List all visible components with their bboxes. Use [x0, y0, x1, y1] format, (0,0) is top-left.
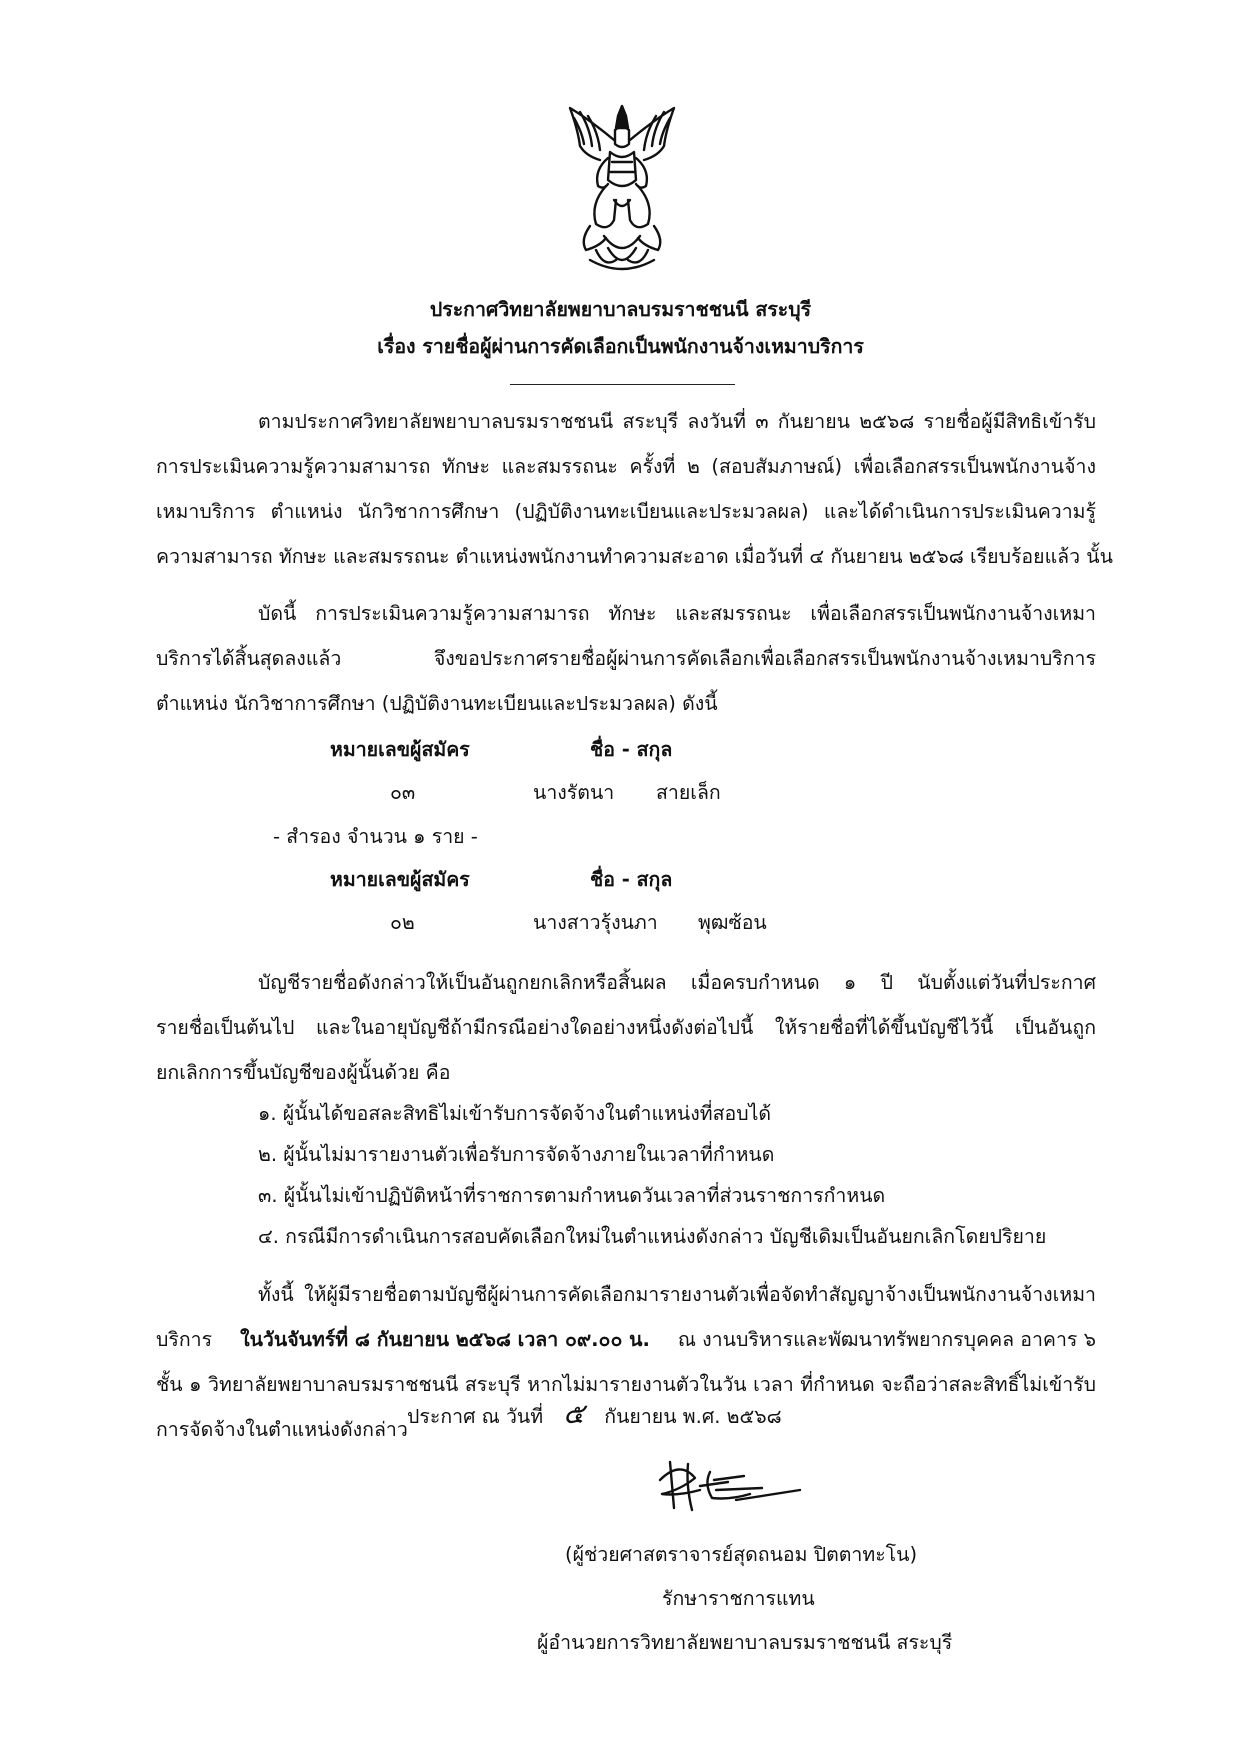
- paragraph4-text: บริการ: [156, 1328, 213, 1351]
- main-list-header-name: ชื่อ - สกุล: [590, 738, 673, 761]
- garuda-emblem-icon: [560, 100, 685, 275]
- date-suffix: กันยายน พ.ศ. ๒๕๖๘: [604, 1405, 782, 1428]
- reserve-list-header-number: หมายเลขผู้สมัคร: [330, 868, 470, 891]
- condition-item: ๑. ผู้นั้นได้ขอสละสิทธิไม่เข้ารับการจัดจ้างในตำแหน่งที่สอบได้: [258, 1102, 772, 1125]
- paragraph1-line: ความสามารถ ทักษะ และสมรรถนะ ตำแหน่งพนักงานทำความสะอาด เมื่อวันที่ ๔ กันยายน ๒๕๖๘ เรียบร้อยแล้ว นั้น: [156, 545, 1113, 568]
- announcement-date: [407, 1397, 782, 1430]
- reserve-list-number: ๐๒: [390, 911, 415, 934]
- condition-item: ๔. กรณีมีการดำเนินการสอบคัดเลือกใหม่ในตำแหน่งดังกล่าว บัญชีเดิมเป็นอันยกเลิกโดยปริยาย: [258, 1225, 1047, 1248]
- paragraph3-line: บัญชีรายชื่อดังกล่าวให้เป็นอันถูกยกเลิกหรือสิ้นผล เมื่อครบกำหนด ๑ ปี นับตั้งแต่วันที่ประกาศ: [258, 971, 1096, 994]
- paragraph1-line: เหมาบริการ ตำแหน่ง นักวิชาการศึกษา (ปฏิบัติงานทะเบียนและประมวลผล) และได้ดำเนินการประเมินความรู้: [156, 500, 1096, 523]
- paragraph4-line: ชั้น ๑ วิทยาลัยพยาบาลบรมราชชนนี สระบุรี หากไม่มารายงานตัวในวัน เวลา ที่กำหนด จะถือว่าสละสิทธิ์ไม่เข้ารับ: [156, 1373, 1096, 1396]
- handwritten-signature-icon: [640, 1450, 840, 1525]
- title-divider: [510, 384, 735, 385]
- date-day: ๕: [563, 1397, 585, 1430]
- paragraph2-line: ตำแหน่ง นักวิชาการศึกษา (ปฏิบัติงานทะเบียนและประมวลผล) ดังนี้: [156, 692, 718, 715]
- reserve-list-last-name: พุฒซ้อน: [698, 911, 767, 934]
- paragraph1-line: ตามประกาศวิทยาลัยพยาบาลบรมราชชนนี สระบุรี ลงวันที่ ๓ กันยายน ๒๕๖๘ รายชื่อผู้มีสิทธิเข้ารับ: [258, 410, 1096, 433]
- reserve-list-first-name: นางสาวรุ้งนภา: [533, 911, 658, 934]
- main-list-last-name: สายเล็ก: [656, 781, 721, 804]
- main-list-header-number: หมายเลขผู้สมัคร: [330, 738, 470, 761]
- paragraph1-line: การประเมินความรู้ความสามารถ ทักษะ และสมรรถนะ ครั้งที่ ๒ (สอบสัมภาษณ์) เพื่อเลือกสรรเป็นพนักงานจ้าง: [156, 455, 1096, 478]
- paragraph4-text: ณ งานบริหารและพัฒนาทรัพยากรบุคคล อาคาร ๖: [677, 1328, 1096, 1351]
- main-list-first-name: นางรัตนา: [533, 781, 615, 804]
- paragraph2-line: บริการได้สิ้นสุดลงแล้ว จึงขอประกาศรายชื่อผู้ผ่านการคัดเลือกเพื่อเลือกสรรเป็นพนักงานจ้างเหมาบริการ: [156, 647, 1096, 670]
- paragraph3-line: รายชื่อเป็นต้นไป และในอายุบัญชีถ้ามีกรณีอย่างใดอย่างหนึ่งดังต่อไปนี้ ให้รายชื่อที่ได้ขึ้นบัญชีไว้นี้ เป็นอันถูก: [156, 1016, 1096, 1039]
- report-date-time: ในวันจันทร์ที่ ๘ กันยายน ๒๕๖๘ เวลา ๐๙.๐๐ น.: [240, 1328, 650, 1351]
- paragraph4-line: ทั้งนี้ ให้ผู้มีรายชื่อตามบัญชีผู้ผ่านการคัดเลือกมารายงานตัวเพื่อจัดทำสัญญาจ้างเป็นพนักงานจ้างเหมา: [258, 1283, 1096, 1306]
- paragraph4-line: การจัดจ้างในตำแหน่งดังกล่าว: [156, 1418, 408, 1441]
- paragraph3-line: ยกเลิกการขึ้นบัญชีของผู้นั้นด้วย คือ: [156, 1061, 451, 1084]
- paragraph2-line: บัดนี้ การประเมินความรู้ความสามารถ ทักษะ และสมรรถนะ เพื่อเลือกสรรเป็นพนักงานจ้างเหมา: [258, 602, 1096, 625]
- main-list-number: ๐๓: [390, 781, 416, 804]
- announcement-title: ประกาศวิทยาลัยพยาบาลบรมราชชนนี สระบุรี: [429, 298, 812, 321]
- signatory-name: (ผู้ช่วยศาสตราจารย์สุดถนอม ปิตตาทะโน): [565, 1543, 918, 1566]
- condition-item: ๒. ผู้นั้นไม่มารายงานตัวเพื่อรับการจัดจ้างภายในเวลาที่กำหนด: [258, 1143, 775, 1166]
- announcement-subject: เรื่อง รายชื่อผู้ผ่านการคัดเลือกเป็นพนักงานจ้างเหมาบริการ: [377, 335, 864, 358]
- date-prefix: ประกาศ ณ วันที่: [407, 1405, 544, 1428]
- signatory-role: รักษาราชการแทน: [662, 1587, 815, 1610]
- reserve-list-label: - สำรอง จำนวน ๑ ราย -: [273, 825, 478, 848]
- paragraph4-line: [156, 1330, 1096, 1350]
- reserve-list-header-name: ชื่อ - สกุล: [590, 868, 673, 891]
- condition-item: ๓. ผู้นั้นไม่เข้าปฏิบัติหน้าที่ราชการตามกำหนดวันเวลาที่ส่วนราชการกำหนด: [258, 1184, 886, 1207]
- signatory-position: ผู้อำนวยการวิทยาลัยพยาบาลบรมราชชนนี สระบุรี: [537, 1631, 953, 1654]
